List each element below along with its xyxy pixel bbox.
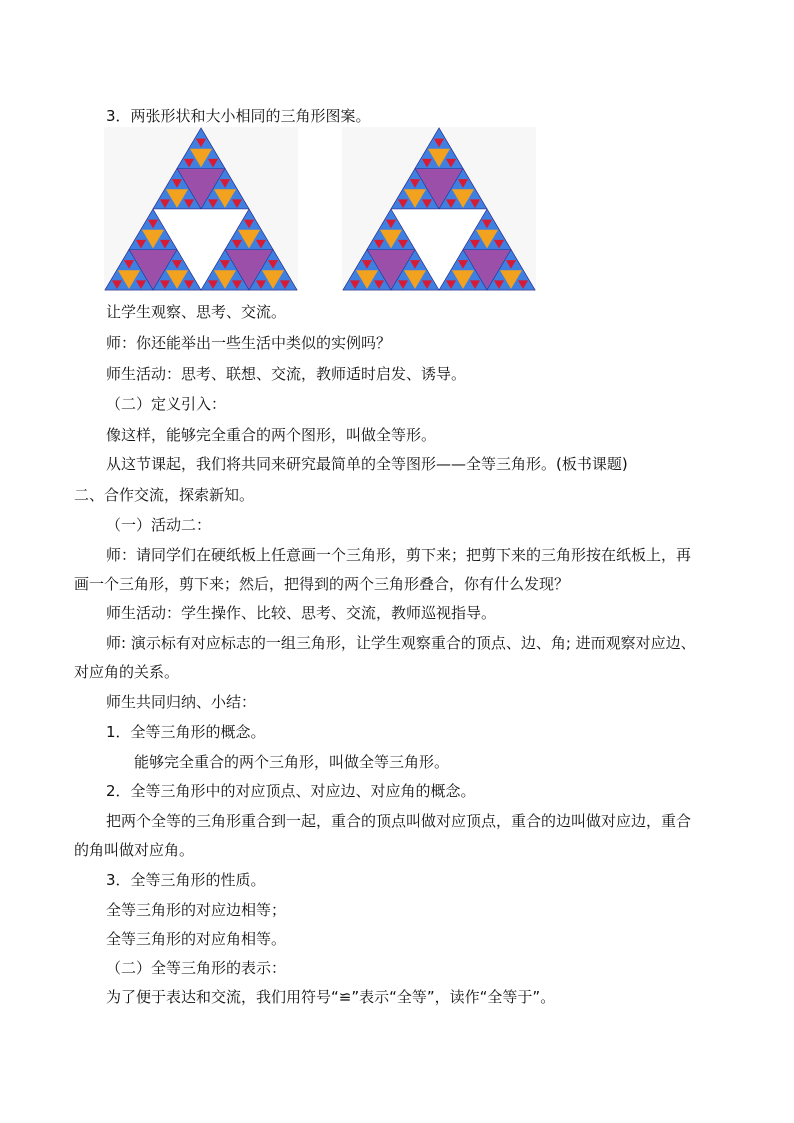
text-line: 让学生观察、思考、交流。 — [106, 303, 287, 321]
text-line: 把两个全等的三角形重合到一起，重合的顶点叫做对应顶点，重合的边叫做对应边，重合 — [106, 812, 692, 830]
sierpinski-triangle-right — [342, 127, 536, 291]
text-line: 能够完全重合的两个三角形，叫做全等三角形。 — [134, 753, 450, 771]
text-line: 师生共同归纳、小结： — [106, 693, 257, 711]
text-line: 像这样，能够完全重合的两个图形，叫做全等形。 — [106, 426, 437, 444]
text-line: 从这节课起，我们将共同来研究最简单的全等图形——全等三角形。(板书课题) — [106, 455, 628, 473]
text-line: 师生活动：思考、联想、交流，教师适时启发、诱导。 — [106, 365, 467, 383]
text-line: 师: 演示标有对应标志的一组三角形，让学生观察重合的顶点、边、角; 进而观察对应边、 — [106, 634, 696, 652]
text-line: 师：请同学们在硬纸板上任意画一个三角形，剪下来；把剪下来的三角形按在纸板上，再 — [106, 546, 692, 564]
text-line: 画一个三角形，剪下来；然后，把得到的两个三角形叠合，你有什么发现？ — [74, 575, 570, 593]
item-3-heading: 3．两张形状和大小相同的三角形图案。 — [106, 107, 371, 125]
list-item: 3．全等三角形的性质。 — [106, 871, 266, 889]
section-heading: （一）活动二： — [106, 516, 212, 534]
text-line: 全等三角形的对应边相等； — [106, 901, 287, 919]
text-line: 的角叫做对应角。 — [74, 841, 195, 859]
text-line: 师：你还能举出一些生活中类似的实例吗？ — [106, 334, 392, 352]
triangle-pattern-left — [104, 127, 298, 291]
text-line: 师生活动：学生操作、比较、思考、交流，教师巡视指导。 — [106, 604, 497, 622]
list-item: 2．全等三角形中的对应顶点、对应边、对应角的概念。 — [106, 782, 476, 800]
list-item: 1．全等三角形的概念。 — [106, 723, 266, 741]
text-line: 对应角的关系。 — [74, 663, 180, 681]
section-heading: 二、合作交流，探索新知。 — [74, 486, 255, 504]
text-line: 为了便于表达和交流，我们用符号“≌”表示“全等”，读作“全等于”。 — [106, 988, 556, 1006]
sierpinski-triangle-left — [104, 127, 298, 291]
section-heading: （二）全等三角形的表示： — [106, 959, 287, 977]
text-line: 全等三角形的对应角相等。 — [106, 930, 287, 948]
triangle-pattern-right — [342, 127, 536, 291]
section-heading: （二）定义引入： — [106, 395, 227, 413]
